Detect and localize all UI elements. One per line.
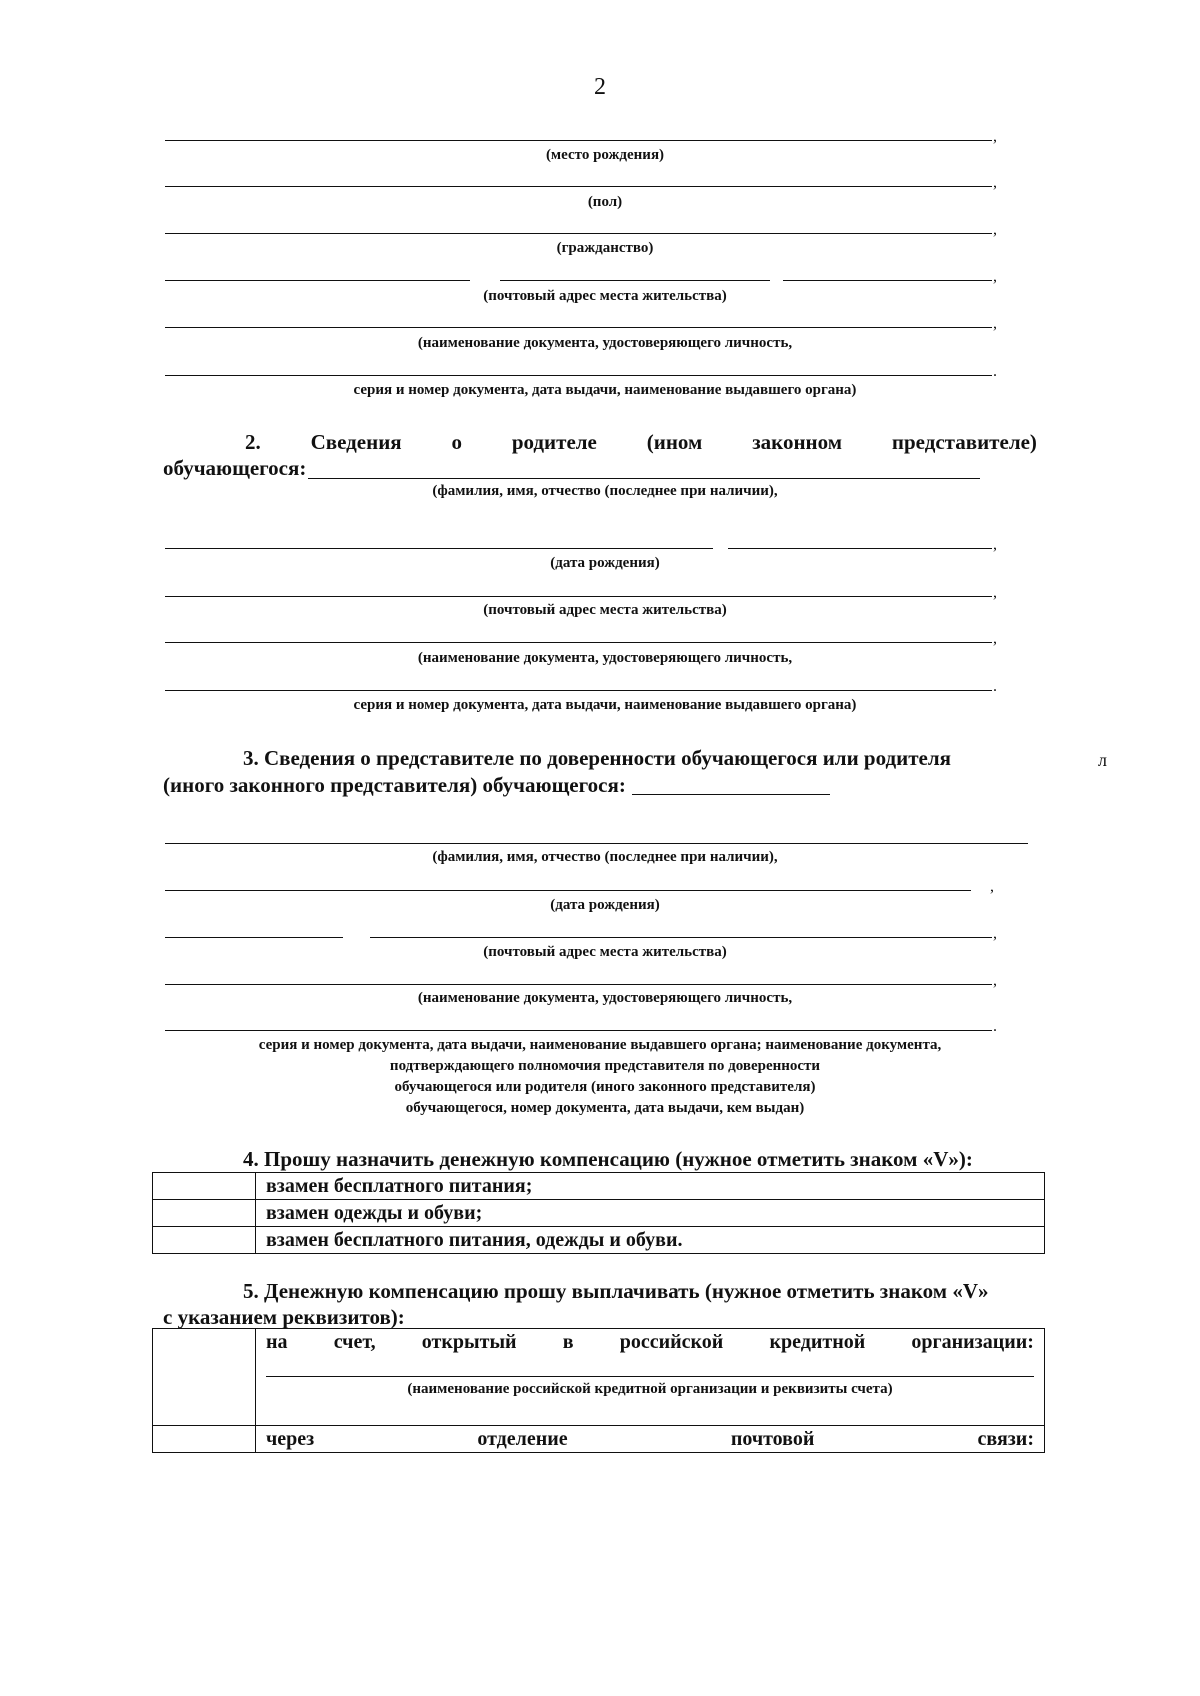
id-doc-line[interactable] xyxy=(165,327,992,328)
line-end: . xyxy=(993,678,997,695)
rep-birthdate-line[interactable] xyxy=(165,890,971,891)
id-details-line[interactable] xyxy=(165,375,992,376)
parent-address-line[interactable] xyxy=(165,596,992,597)
stray-character: л xyxy=(1098,750,1107,770)
line-end: , xyxy=(993,630,997,647)
word: почтовой xyxy=(730,1427,815,1450)
caption-sex: (пол) xyxy=(587,194,623,210)
option-bank-account xyxy=(256,1329,1045,1426)
caption-rep-birthdate: (дата рождения) xyxy=(550,897,660,913)
parent-id-details-line[interactable] xyxy=(165,690,992,691)
table-row xyxy=(153,1200,1045,1227)
caption-rep-id-details-2: подтверждающего полномочия представителя по доверенности xyxy=(389,1058,821,1074)
caption-parent-id-doc: (наименование документа, удостоверяющего личность, xyxy=(417,650,793,666)
line-end: , xyxy=(990,878,994,895)
line-end: , xyxy=(993,972,997,989)
section2-subject: обучающегося: xyxy=(163,456,307,480)
caption-rep-address: (почтовый адрес места жительства) xyxy=(483,944,727,960)
caption-parent-id-details: серия и номер документа, дата выдачи, наименование выдавшего органа) xyxy=(353,697,857,713)
caption-citizenship: (гражданство) xyxy=(556,240,654,256)
line-end: . xyxy=(993,1018,997,1035)
rep-id-doc-line[interactable] xyxy=(165,984,992,985)
caption-parent-birthdate: (дата рождения) xyxy=(550,555,660,571)
compensation-type-table xyxy=(152,1172,1045,1254)
line-end: , xyxy=(993,221,997,238)
line-end: , xyxy=(993,925,997,942)
line-end: , xyxy=(993,584,997,601)
section2-heading xyxy=(245,430,1037,455)
rep-name-line[interactable] xyxy=(165,843,1028,844)
word: организации: xyxy=(911,1331,1034,1353)
word: отделение xyxy=(477,1427,568,1450)
section5-heading-1: 5. Денежную компенсацию прошу выплачивать (нужное отметить знаком «V» xyxy=(243,1279,989,1303)
birthplace-line[interactable] xyxy=(165,140,992,141)
word: счет, xyxy=(333,1331,376,1353)
parent-birthdate-line-part1[interactable] xyxy=(165,548,713,549)
word: родителе xyxy=(511,430,597,454)
representative-subject-line[interactable] xyxy=(632,794,830,795)
word: на xyxy=(266,1331,288,1353)
table-row xyxy=(153,1173,1045,1200)
rep-id-details-line[interactable] xyxy=(165,1030,992,1031)
section3-subject: (иного законного представителя) обучающегося: xyxy=(163,773,626,797)
word: 2. xyxy=(245,430,261,454)
word: представителе) xyxy=(891,430,1037,454)
citizenship-line[interactable] xyxy=(165,233,992,234)
page-number: 2 xyxy=(594,74,606,100)
option-food-and-clothes: взамен бесплатного питания, одежды и обуви. xyxy=(256,1227,1045,1254)
post-office-label xyxy=(266,1428,1034,1451)
rep-address-line-part2[interactable] xyxy=(370,937,992,938)
address-line-part1[interactable] xyxy=(165,280,470,281)
caption-birthplace: (место рождения) xyxy=(545,147,665,163)
section5-heading-2: с указанием реквизитов): xyxy=(163,1305,405,1329)
table-row xyxy=(153,1426,1045,1453)
caption-rep-name: (фамилия, имя, отчество (последнее при наличии), xyxy=(432,849,778,865)
caption-rep-id-details-3: обучающегося или родителя (иного законного представителя) xyxy=(394,1079,816,1095)
word: законном xyxy=(752,430,843,454)
parent-name-line[interactable] xyxy=(308,478,980,479)
checkbox-food-and-clothes[interactable] xyxy=(153,1227,256,1254)
line-end: , xyxy=(993,315,997,332)
caption-address: (почтовый адрес места жительства) xyxy=(483,288,727,304)
checkbox-post-office[interactable] xyxy=(153,1426,256,1453)
section3-heading: 3. Сведения о представителе по доверенности обучающегося или родителя xyxy=(243,746,952,770)
caption-parent-address: (почтовый адрес места жительства) xyxy=(483,602,727,618)
word: кредитной xyxy=(769,1331,866,1353)
option-clothes: взамен одежды и обуви; xyxy=(256,1200,1045,1227)
caption-id-doc: (наименование документа, удостоверяющего личность, xyxy=(417,335,793,351)
word: о xyxy=(451,430,462,454)
parent-id-doc-line[interactable] xyxy=(165,642,992,643)
address-line-part3[interactable] xyxy=(783,280,992,281)
word: в xyxy=(562,1331,574,1353)
caption-rep-id-doc: (наименование документа, удостоверяющего личность, xyxy=(417,990,793,1006)
bank-account-label xyxy=(266,1331,1034,1354)
bank-details-line[interactable] xyxy=(266,1376,1034,1377)
caption-rep-id-details-1: серия и номер документа, дата выдачи, наименование выдавшего органа; наименование документа, xyxy=(258,1037,942,1053)
option-food: взамен бесплатного питания; xyxy=(256,1173,1045,1200)
section4-heading: 4. Прошу назначить денежную компенсацию (нужное отметить знаком «V»): xyxy=(243,1147,973,1171)
caption-id-details: серия и номер документа, дата выдачи, наименование выдавшего органа) xyxy=(353,382,857,398)
checkbox-clothes[interactable] xyxy=(153,1200,256,1227)
word: российской xyxy=(619,1331,724,1353)
address-line-part2[interactable] xyxy=(500,280,770,281)
sex-line[interactable] xyxy=(165,186,992,187)
line-end: , xyxy=(993,268,997,285)
line-end: , xyxy=(993,128,997,145)
payment-method-table xyxy=(152,1328,1045,1453)
caption-bank-details: (наименование российской кредитной организации и реквизиты счета) xyxy=(407,1381,893,1397)
line-end: , xyxy=(993,174,997,191)
line-end: , xyxy=(993,536,997,553)
caption-rep-id-details-4: обучающегося, номер документа, дата выдачи, кем выдан) xyxy=(405,1100,805,1116)
line-end: . xyxy=(993,363,997,380)
caption-parent-name: (фамилия, имя, отчество (последнее при наличии), xyxy=(432,483,778,499)
word: открытый xyxy=(421,1331,517,1353)
table-row xyxy=(153,1329,1045,1426)
checkbox-bank-account[interactable] xyxy=(153,1329,256,1426)
word: связи: xyxy=(977,1427,1034,1450)
rep-address-line-part1[interactable] xyxy=(165,937,343,938)
word: (ином xyxy=(646,430,703,454)
checkbox-food[interactable] xyxy=(153,1173,256,1200)
word: Сведения xyxy=(310,430,402,454)
table-row xyxy=(153,1227,1045,1254)
parent-birthdate-line-part2[interactable] xyxy=(728,548,992,549)
word: через xyxy=(266,1427,315,1450)
option-post-office xyxy=(256,1426,1045,1453)
